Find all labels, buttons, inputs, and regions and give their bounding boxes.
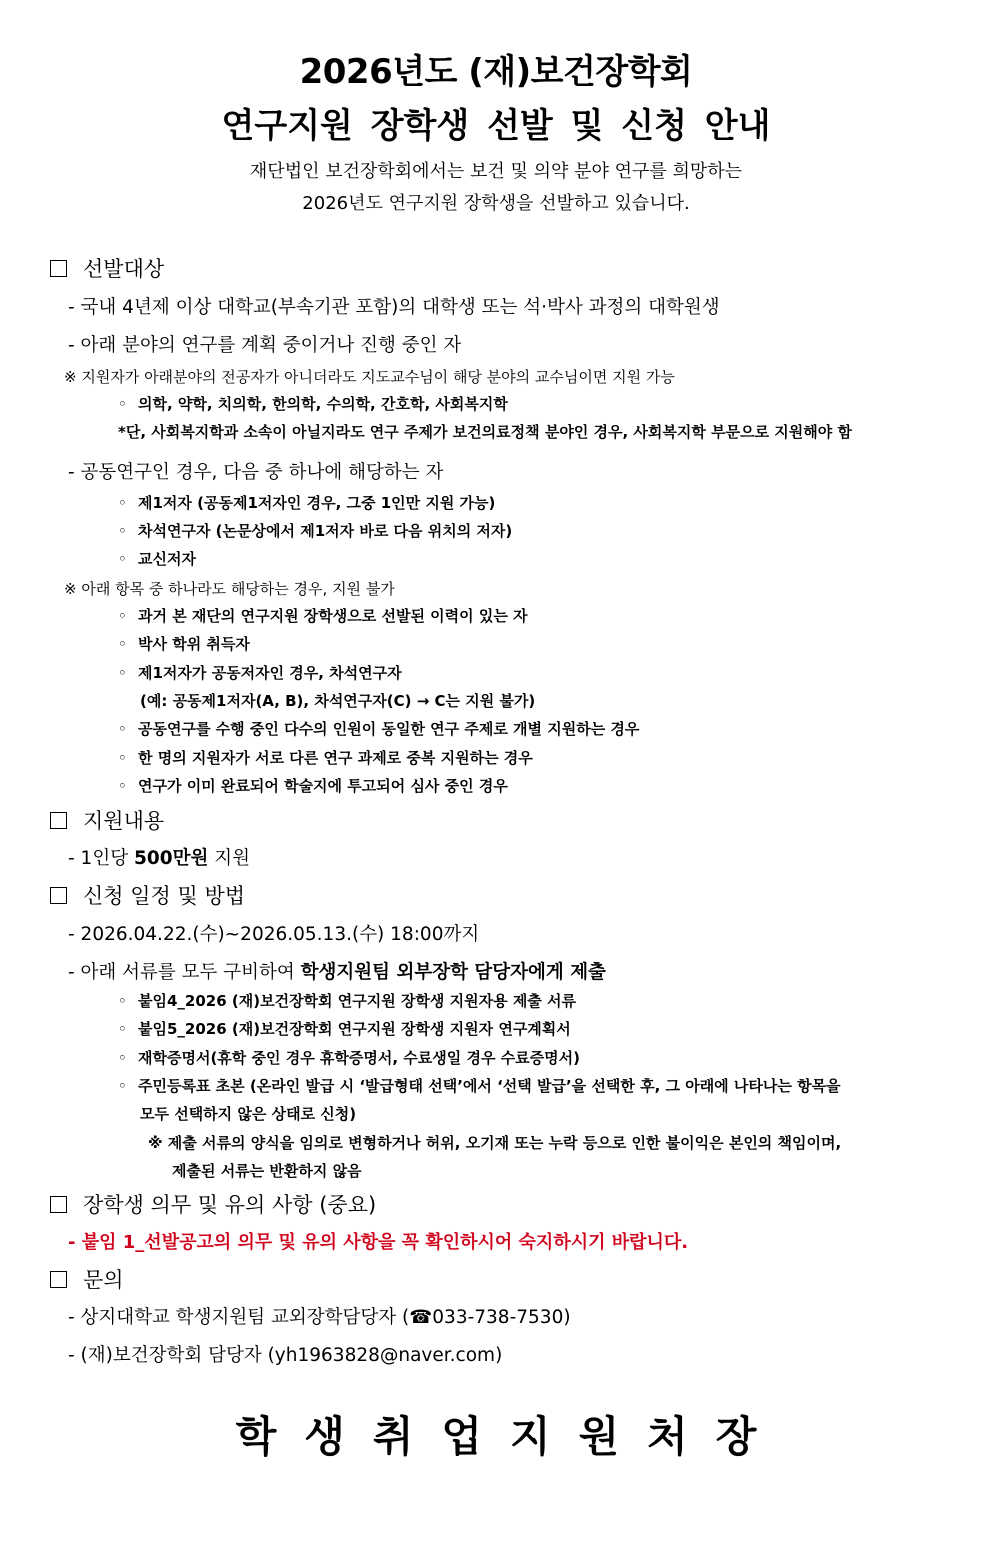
section-contact — [50, 1264, 124, 1294]
bullet-icon: ◦ — [118, 664, 127, 682]
bullet-icon: ◦ — [118, 720, 127, 738]
contact-line: - 상지대학교 학생지원팀 교외장학담당자 (☎033-738-7530) — [68, 1307, 571, 1328]
checkbox-square-icon — [50, 812, 67, 829]
list-item: ◦ 공동연구를 수행 중인 다수의 인원이 동일한 연구 주제로 개별 지원하는 경우 — [118, 720, 640, 738]
note: ※ 아래 항목 중 하나라도 해당하는 경우, 지원 불가 — [64, 580, 395, 598]
submission-line: - 아래 서류를 모두 구비하여 학생지원팀 외부장학 담당자에게 제출 — [68, 962, 606, 983]
checkbox-square-icon — [50, 1196, 67, 1213]
support-amount-line: - 1인당 500만원 지원 — [68, 848, 250, 869]
checkbox-square-icon — [50, 1271, 67, 1288]
checkbox-square-icon — [50, 887, 67, 904]
list-item: ◦ 차석연구자 (논문상에서 제1저자 바로 다음 위치의 저자) — [118, 522, 513, 540]
section-schedule — [50, 880, 245, 910]
document-item: ◦ 붙임4_2026 (재)보건장학회 연구지원 장학생 지원자용 제출 서류 — [118, 992, 577, 1010]
field-note: *단, 사회복지학과 소속이 아닐지라도 연구 주제가 보건의료정책 분야인 경우, 사회복지학 부문으로 지원해야 함 — [118, 423, 852, 441]
list-item: ◦ 한 명의 지원자가 서로 다른 연구 과제로 중복 지원하는 경우 — [118, 749, 533, 767]
list-item-continuation: (예: 공동제1저자(A, B), 차석연구자(C) → C는 지원 불가) — [140, 692, 536, 710]
issuer-signature: 학생취업지원처장 — [235, 1412, 785, 1461]
intro-line-2: 2026년도 연구지원 장학생을 선발하고 있습니다. — [302, 193, 690, 214]
eligibility-line: - 국내 4년제 이상 대학교(부속기관 포함)의 대학생 또는 석·박사 과정의 대학원생 — [68, 297, 720, 318]
document-item: ◦ 붙임5_2026 (재)보건장학회 연구지원 장학생 지원자 연구계획서 — [118, 1020, 571, 1038]
contact-line: - (재)보건장학회 담당자 (yh1963828@naver.com) — [68, 1345, 503, 1366]
amount: 500만원 — [133, 848, 209, 869]
bullet-icon: ◦ — [118, 607, 127, 625]
list-item: ◦ 박사 학위 취득자 — [118, 635, 250, 653]
title-line-2: 연구지원 장학생 선발 및 신청 안내 — [221, 106, 771, 146]
bullet-icon: ◦ — [118, 395, 127, 413]
note: ※ 지원자가 아래분야의 전공자가 아니더라도 지도교수님이 해당 분야의 교수님이면 지원 가능 — [64, 368, 675, 386]
list-item: ◦ 교신저자 — [118, 550, 196, 568]
bullet-icon: ◦ — [118, 635, 127, 653]
eligibility-line: - 아래 분야의 연구를 계획 중이거나 진행 중인 자 — [68, 335, 462, 356]
document-item: ◦ 주민등록표 초본 (온라인 발급 시 ‘발급형태 선택’에서 ‘선택 발급’을 선택한 후, 그 아래에 나타나는 항목을 — [118, 1077, 841, 1095]
bullet-icon: ◦ — [118, 749, 127, 767]
warning-note: ※ 제출 서류의 양식을 임의로 변형하거나 허위, 오기재 또는 누락 등으로 인한 불이익은 본인의 책임이며, — [148, 1134, 842, 1152]
obligation-warning: - 붙임 1_선발공고의 의무 및 유의 사항을 꼭 확인하시어 숙지하시기 바랍니다. — [68, 1232, 689, 1253]
section-selection-target — [50, 253, 164, 283]
section-heading: 지원내용 — [83, 809, 165, 833]
bullet-icon: ◦ — [118, 777, 127, 795]
section-heading: 문의 — [83, 1268, 124, 1292]
list-item: ◦ 제1저자가 공동저자인 경우, 차석연구자 — [118, 664, 402, 682]
title-line-1: 2026년도 (재)보건장학회 — [299, 52, 693, 92]
bullet-icon: ◦ — [118, 494, 127, 512]
bullet-icon: ◦ — [118, 992, 127, 1010]
list-item: ◦ 제1저자 (공동제1저자인 경우, 그중 1인만 지원 가능) — [118, 494, 496, 512]
schedule-line: - 2026.04.22.(수)~2026.05.13.(수) 18:00까지 — [68, 924, 480, 945]
bullet-icon: ◦ — [118, 1020, 127, 1038]
list-item: ◦ 연구가 이미 완료되어 학술지에 투고되어 심사 중인 경우 — [118, 777, 508, 795]
section-heading: 장학생 의무 및 유의 사항 (중요) — [83, 1193, 377, 1217]
phone-icon: ☎ — [409, 1307, 433, 1328]
warning-note-continuation: 제출된 서류는 반환하지 않음 — [172, 1162, 362, 1180]
document-item-continuation: 모두 선택하지 않은 상태로 신청) — [140, 1105, 357, 1123]
eligibility-line: - 공동연구인 경우, 다음 중 하나에 해당하는 자 — [68, 462, 444, 483]
bullet-icon: ◦ — [118, 1049, 127, 1067]
bullet-icon: ◦ — [118, 550, 127, 568]
section-support — [50, 805, 164, 835]
section-heading: 신청 일정 및 방법 — [83, 884, 246, 908]
document-item: ◦ 재학증명서(휴학 중인 경우 휴학증명서, 수료생일 경우 수료증명서) — [118, 1049, 580, 1067]
field-list: ◦ 의학, 약학, 치의학, 한의학, 수의학, 간호학, 사회복지학 — [118, 395, 508, 413]
section-obligations — [50, 1189, 376, 1219]
section-heading: 선발대상 — [83, 257, 165, 281]
bullet-icon: ◦ — [118, 1077, 127, 1095]
intro-line-1: 재단법인 보건장학회에서는 보건 및 의약 분야 연구를 희망하는 — [249, 161, 743, 182]
checkbox-square-icon — [50, 260, 67, 277]
bullet-icon: ◦ — [118, 522, 127, 540]
list-item: ◦ 과거 본 재단의 연구지원 장학생으로 선발된 이력이 있는 자 — [118, 607, 528, 625]
